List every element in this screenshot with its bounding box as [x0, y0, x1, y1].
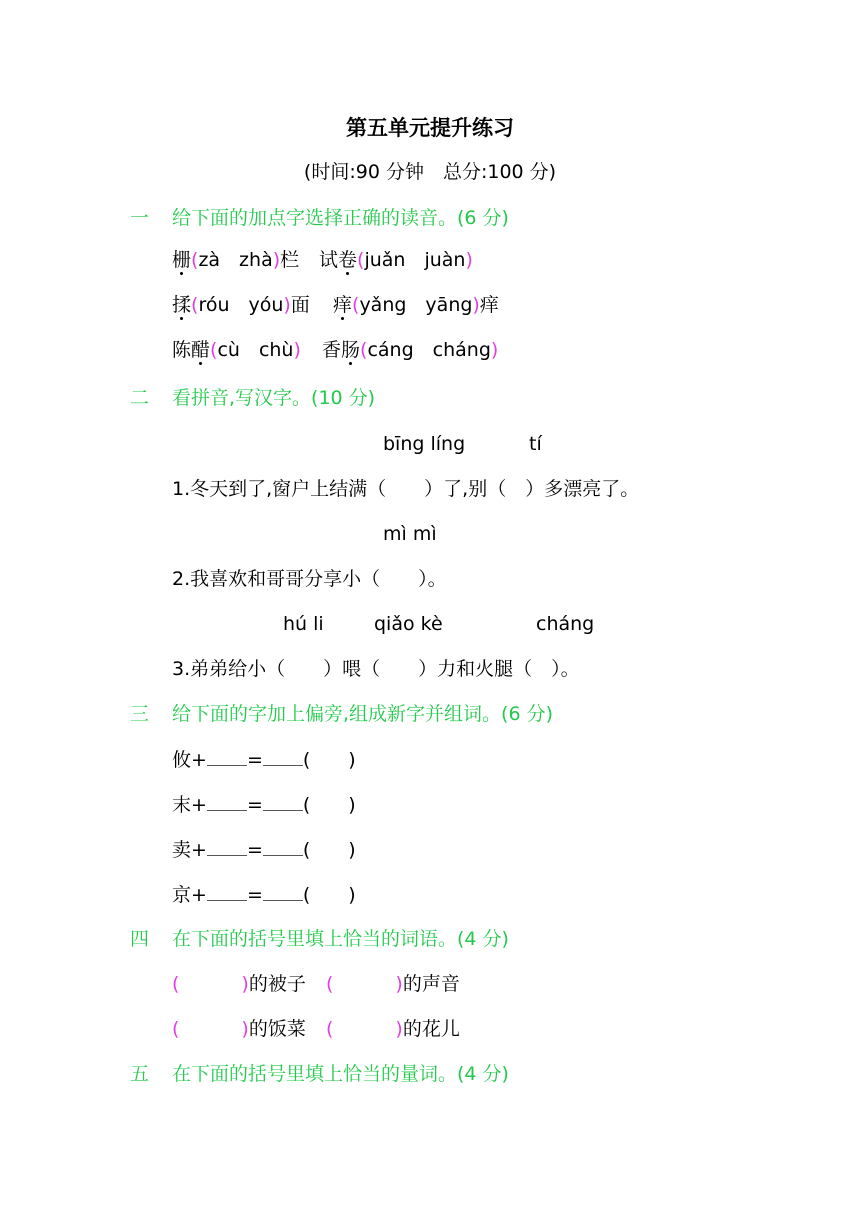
reading-item: 试卷(juǎn juàn) — [319, 249, 473, 271]
pinyin-hint: tí — [529, 433, 542, 455]
radical-item: 攸+ = ( ) — [172, 749, 356, 771]
reading-item: 香肠(cáng cháng) — [322, 339, 499, 361]
section-title: 给下面的加点字选择正确的读音。(6 分) — [172, 207, 509, 229]
reading-item: 痒(yǎng yāng)痒 — [333, 294, 499, 316]
pinyin-hint: hú li — [283, 613, 324, 635]
reading-item: 陈醋(cù chù) — [172, 339, 301, 361]
fill-word-item: ( )的花儿 — [326, 1018, 460, 1040]
sentence: 1.冬天到了,窗户上结满（ ）了,别（ ）多漂亮了。 — [172, 478, 640, 500]
answer-blank[interactable] — [207, 747, 247, 766]
page-subtitle: (时间:90 分钟 总分:100 分) — [303, 161, 557, 183]
fill-word-item: ( )的被子 — [172, 973, 306, 995]
answer-blank[interactable] — [263, 882, 303, 901]
answer-blank[interactable] — [207, 882, 247, 901]
section-title: 给下面的字加上偏旁,组成新字并组词。(6 分) — [172, 703, 553, 725]
section-number: 二 — [130, 387, 150, 409]
answer-blank[interactable] — [263, 747, 303, 766]
section-3-heading — [130, 702, 553, 726]
pinyin-hint: mì mì — [383, 523, 437, 545]
section-2-heading — [130, 386, 375, 410]
pinyin-hint: cháng — [536, 613, 595, 635]
fill-word-item: ( )的声音 — [326, 973, 460, 995]
answer-blank[interactable] — [263, 837, 303, 856]
pinyin-hint: qiǎo kè — [374, 613, 443, 635]
section-number: 五 — [130, 1063, 150, 1085]
reading-item: 揉(róu yóu)面 — [172, 294, 310, 316]
section-4-heading — [130, 927, 509, 951]
section-number: 四 — [130, 928, 150, 950]
answer-blank[interactable] — [207, 837, 247, 856]
sentence: 3.弟弟给小（ ）喂（ ）力和火腿（ ）。 — [172, 658, 580, 680]
answer-blank[interactable] — [207, 792, 247, 811]
reading-item: 栅(zà zhà)栏 — [172, 249, 300, 271]
section-5-heading — [130, 1062, 509, 1086]
page-title: 第五单元提升练习 — [346, 116, 514, 140]
section-number: 一 — [130, 207, 150, 229]
section-title: 看拼音,写汉字。(10 分) — [172, 387, 376, 409]
radical-item: 末+ = ( ) — [172, 794, 356, 816]
answer-blank[interactable] — [263, 792, 303, 811]
section-number: 三 — [130, 703, 150, 725]
pinyin-hint: bīng líng — [383, 433, 466, 455]
sentence: 2.我喜欢和哥哥分享小（ ）。 — [172, 568, 447, 590]
radical-item: 卖+ = ( ) — [172, 839, 356, 861]
section-1-heading — [130, 206, 509, 230]
section-title: 在下面的括号里填上恰当的量词。(4 分) — [172, 1063, 509, 1085]
fill-word-item: ( )的饭菜 — [172, 1018, 306, 1040]
radical-item: 京+ = ( ) — [172, 884, 356, 906]
section-title: 在下面的括号里填上恰当的词语。(4 分) — [172, 928, 509, 950]
